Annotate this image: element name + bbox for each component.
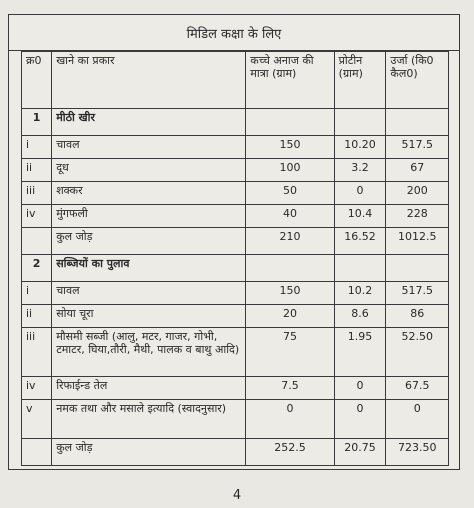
row-protein: 8.6 xyxy=(334,305,386,328)
row-qty: 150 xyxy=(246,136,334,159)
row-protein: 3.2 xyxy=(334,159,386,182)
row-serial: iv xyxy=(22,205,52,228)
table-title: मिडिल कक्षा के लिए xyxy=(9,15,459,51)
row-energy: 200 xyxy=(386,182,449,205)
row-serial: ii xyxy=(22,159,52,182)
row-qty: 7.5 xyxy=(246,377,334,400)
row-item: दूध xyxy=(52,159,246,182)
row-item: रिफाईन्ड तेल xyxy=(52,377,246,400)
row-energy: 67 xyxy=(386,159,449,182)
table-row xyxy=(22,328,449,377)
header-item: खाने का प्रकार xyxy=(52,52,246,109)
row-qty: 20 xyxy=(246,305,334,328)
row-serial: v xyxy=(22,400,52,439)
total-qty: 252.5 xyxy=(246,439,334,466)
row-energy: 517.5 xyxy=(386,136,449,159)
row-energy: 67.5 xyxy=(386,377,449,400)
row-energy: 86 xyxy=(386,305,449,328)
table-row xyxy=(22,400,449,439)
row-energy: 517.5 xyxy=(386,282,449,305)
total-energy: 1012.5 xyxy=(386,228,449,255)
row-protein: 0 xyxy=(334,400,386,439)
table-row xyxy=(22,305,449,328)
header-qty: कच्चे अनाज की मात्रा (ग्राम) xyxy=(246,52,334,109)
row-item: सोया चूरा xyxy=(52,305,246,328)
row-protein: 10.20 xyxy=(334,136,386,159)
header-row xyxy=(22,52,449,109)
total-protein: 16.52 xyxy=(334,228,386,255)
section-row xyxy=(22,255,449,282)
nutrition-table-sheet xyxy=(8,14,460,470)
row-protein: 1.95 xyxy=(334,328,386,377)
row-protein: 10.2 xyxy=(334,282,386,305)
row-serial: i xyxy=(22,136,52,159)
row-item: चावल xyxy=(52,136,246,159)
total-row xyxy=(22,439,449,466)
row-item: मुंगफली xyxy=(52,205,246,228)
total-label: कुल जोड़ xyxy=(52,228,246,255)
row-qty: 100 xyxy=(246,159,334,182)
header-serial: क्र0 xyxy=(22,52,52,109)
row-energy: 228 xyxy=(386,205,449,228)
section-name: मीठी खीर xyxy=(52,109,246,136)
section-name: सब्जियों का पुलाव xyxy=(52,255,246,282)
total-qty: 210 xyxy=(246,228,334,255)
nutrition-table xyxy=(21,51,449,466)
row-serial: iv xyxy=(22,377,52,400)
row-qty: 50 xyxy=(246,182,334,205)
row-protein: 10.4 xyxy=(334,205,386,228)
row-item: चावल xyxy=(52,282,246,305)
row-energy: 52.50 xyxy=(386,328,449,377)
row-protein: 0 xyxy=(334,182,386,205)
total-label: कुल जोड़ xyxy=(52,439,246,466)
total-energy: 723.50 xyxy=(386,439,449,466)
row-qty: 0 xyxy=(246,400,334,439)
row-serial: i xyxy=(22,282,52,305)
row-item: मौसमी सब्जी (आलु, मटर, गाजर, गोभी, टमाटर, घिया,तौरी, मैथी, पालक व बाथु आदि) xyxy=(52,328,246,377)
row-qty: 40 xyxy=(246,205,334,228)
section-number: 1 xyxy=(22,109,52,136)
table-row xyxy=(22,377,449,400)
row-qty: 150 xyxy=(246,282,334,305)
row-serial: iii xyxy=(22,328,52,377)
table-row xyxy=(22,136,449,159)
table-row xyxy=(22,159,449,182)
row-item: शक्कर xyxy=(52,182,246,205)
row-energy: 0 xyxy=(386,400,449,439)
header-protein: प्रोटीन (ग्राम) xyxy=(334,52,386,109)
total-protein: 20.75 xyxy=(334,439,386,466)
row-item: नमक तथा और मसाले इत्यादि (स्वादनुसार) xyxy=(52,400,246,439)
table-row xyxy=(22,182,449,205)
total-row xyxy=(22,228,449,255)
table-row xyxy=(22,282,449,305)
row-serial: iii xyxy=(22,182,52,205)
header-energy: उर्जा (कि0 कैल0) xyxy=(386,52,449,109)
page-number: 4 xyxy=(232,488,242,503)
row-serial: ii xyxy=(22,305,52,328)
row-protein: 0 xyxy=(334,377,386,400)
section-number: 2 xyxy=(22,255,52,282)
section-row xyxy=(22,109,449,136)
table-row xyxy=(22,205,449,228)
row-qty: 75 xyxy=(246,328,334,377)
